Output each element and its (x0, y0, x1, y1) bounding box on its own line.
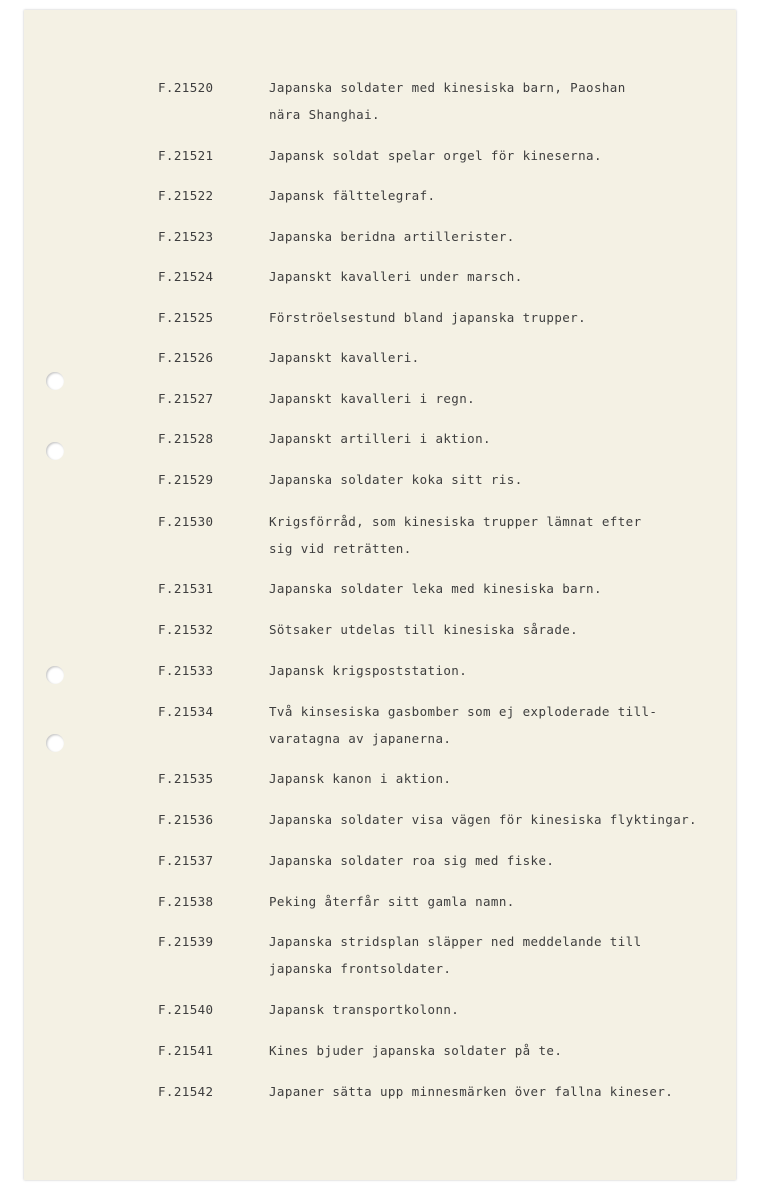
description-line: Japanska soldater roa sig med fiske. (269, 853, 555, 868)
entry-code: F.21541 (158, 1043, 214, 1058)
description-line: Japanska soldater leka med kinesiska barn. (269, 581, 602, 596)
description-line: Peking återfår sitt gamla namn. (269, 894, 515, 909)
description-line: Kines bjuder japanska soldater på te. (269, 1043, 563, 1058)
entry-code: F.21542 (158, 1084, 214, 1099)
entry-description (269, 514, 719, 568)
entry-description (269, 350, 719, 377)
entry-description (269, 704, 719, 758)
description-line: Japanska soldater med kinesiska barn, Paoshan (269, 80, 626, 95)
entry-code: F.21525 (158, 310, 214, 325)
entry-description (269, 391, 719, 418)
entry-description (269, 472, 719, 499)
description-line: Japansk transportkolonn. (269, 1002, 460, 1017)
entry-description (269, 812, 719, 839)
entry-description (269, 148, 719, 175)
entry-code: F.21530 (158, 514, 214, 529)
description-line: sig vid reträtten. (269, 541, 412, 556)
entry-code: F.21531 (158, 581, 214, 596)
entry-description (269, 188, 719, 215)
entry-description (269, 771, 719, 798)
description-line: Japaner sätta upp minnesmärken över fallna kineser. (269, 1084, 674, 1099)
description-line: Japanska soldater visa vägen för kinesiska flyktingar. (269, 812, 697, 827)
entry-description (269, 1084, 719, 1111)
description-line: Japanskt kavalleri under marsch. (269, 269, 523, 284)
entry-description (269, 269, 719, 296)
entry-code: F.21535 (158, 771, 214, 786)
description-line: Sötsaker utdelas till kinesiska sårade. (269, 622, 579, 637)
description-line: Krigsförråd, som kinesiska trupper lämnat efter (269, 514, 642, 529)
entry-description (269, 1043, 719, 1070)
description-line: japanska frontsoldater. (269, 961, 452, 976)
entry-code: F.21521 (158, 148, 214, 163)
entry-description (269, 80, 719, 134)
description-line: Två kinsesiska gasbomber som ej exploderade till- (269, 704, 658, 719)
description-line: Japansk kanon i aktion. (269, 771, 452, 786)
entry-code: F.21534 (158, 704, 214, 719)
entry-description (269, 934, 719, 988)
description-line: varatagna av japanerna. (269, 731, 452, 746)
entry-description (269, 310, 719, 337)
entry-code: F.21522 (158, 188, 214, 203)
entry-code: F.21528 (158, 431, 214, 446)
entry-description (269, 581, 719, 608)
entry-code: F.21536 (158, 812, 214, 827)
entry-code: F.21529 (158, 472, 214, 487)
entry-code: F.21524 (158, 269, 214, 284)
entry-code: F.21539 (158, 934, 214, 949)
entry-code: F.21538 (158, 894, 214, 909)
entry-description (269, 1002, 719, 1029)
description-line: Japanska soldater koka sitt ris. (269, 472, 523, 487)
entry-code: F.21520 (158, 80, 214, 95)
entry-code: F.21533 (158, 663, 214, 678)
entry-code: F.21537 (158, 853, 214, 868)
entry-code: F.21523 (158, 229, 214, 244)
description-line: Japanskt kavalleri. (269, 350, 420, 365)
entry-description (269, 431, 719, 458)
entry-description (269, 663, 719, 690)
description-line: nära Shanghai. (269, 107, 380, 122)
entry-description (269, 622, 719, 649)
description-line: Japanskt artilleri i aktion. (269, 431, 491, 446)
entry-code: F.21532 (158, 622, 214, 637)
description-line: Japanska beridna artillerister. (269, 229, 515, 244)
entry-code: F.21540 (158, 1002, 214, 1017)
description-line: Japansk fälttelegraf. (269, 188, 436, 203)
description-line: Japanskt kavalleri i regn. (269, 391, 476, 406)
description-line: Japanska stridsplan släpper ned meddelande till (269, 934, 642, 949)
entry-description (269, 229, 719, 256)
entry-description (269, 894, 719, 921)
description-line: Japansk soldat spelar orgel för kineserna. (269, 148, 602, 163)
description-line: Förströelsestund bland japanska trupper. (269, 310, 587, 325)
entry-code: F.21527 (158, 391, 214, 406)
entry-code: F.21526 (158, 350, 214, 365)
description-line: Japansk krigspoststation. (269, 663, 468, 678)
entry-description (269, 853, 719, 880)
